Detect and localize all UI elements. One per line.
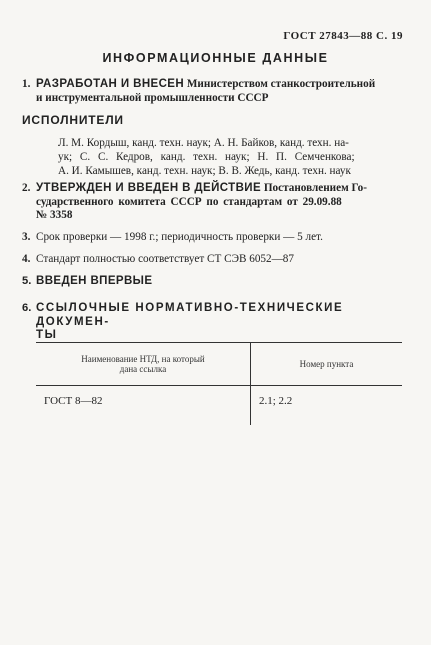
section-compliance-text: Стандарт полностью соответствует СТ СЭВ 6052—87 bbox=[36, 253, 294, 265]
executors-heading: ИСПОЛНИТЕЛИ bbox=[22, 113, 124, 127]
section-approved-text: Постановлением Го- bbox=[263, 182, 367, 194]
section-number: 4. bbox=[22, 253, 31, 265]
executors-list bbox=[58, 136, 404, 178]
section-developed-lead: РАЗРАБОТАН И ВНЕСЕН bbox=[36, 78, 185, 90]
section-developed-text: Министерством станкостроительной bbox=[186, 78, 376, 90]
section-references-line1: ССЫЛОЧНЫЕ НОРМАТИВНО-ТЕХНИЧЕСКИЕ ДОКУМЕН- bbox=[36, 302, 344, 328]
section-approved-line2: сударственного комитета СССР по стандартам от 29.09.88 bbox=[36, 195, 342, 208]
section-approved bbox=[22, 182, 408, 223]
table-cell-clause: 2.1; 2.2 bbox=[259, 395, 293, 407]
section-number: 3. bbox=[22, 231, 31, 243]
section-number: 5. bbox=[22, 275, 32, 287]
executors-line: А. И. Камышев, канд. техн. наук; В. В. Жедь, канд. техн. наук bbox=[58, 165, 351, 177]
executors-line: Л. М. Кордыш, канд. техн. наук; А. Н. Байков, канд. техн. на- bbox=[58, 137, 349, 149]
section-review bbox=[22, 231, 408, 245]
table-header-document bbox=[36, 343, 251, 386]
section-references-line2: ТЫ bbox=[36, 329, 58, 341]
section-developed bbox=[22, 78, 408, 105]
section-references bbox=[22, 302, 408, 343]
table-header-document-line: Наименование НТД, на который bbox=[81, 354, 205, 364]
section-compliance bbox=[22, 253, 408, 267]
section-approved-lead: УТВЕРЖДЕН И ВВЕДЕН В ДЕЙСТВИЕ bbox=[36, 182, 262, 194]
page-title: ИНФОРМАЦИОННЫЕ ДАННЫЕ bbox=[102, 51, 329, 65]
section-number: 6. bbox=[22, 302, 32, 314]
section-developed-line1 bbox=[36, 78, 408, 92]
table-row bbox=[36, 386, 402, 426]
section-approved-line3: № 3358 bbox=[36, 209, 73, 221]
section-developed-line2: и инструментальной промышленности СССР bbox=[36, 91, 269, 104]
page-header: ГОСТ 27843—88 С. 19 bbox=[283, 30, 403, 42]
references-table bbox=[36, 342, 402, 425]
table-header-document-line: дана ссылка bbox=[119, 364, 167, 374]
table-cell-document: ГОСТ 8—82 bbox=[36, 386, 251, 426]
section-number: 1. bbox=[22, 78, 31, 90]
table-header-row bbox=[36, 343, 402, 386]
section-approved-line1 bbox=[36, 182, 408, 196]
section-first-introduced bbox=[22, 275, 408, 289]
section-first-introduced-text: ВВЕДЕН ВПЕРВЫЕ bbox=[36, 275, 153, 287]
section-number: 2. bbox=[22, 182, 31, 194]
table-header-clause: Номер пункта bbox=[251, 343, 403, 386]
section-review-text: Срок проверки — 1998 г.; периодичность проверки — 5 лет. bbox=[36, 231, 323, 243]
executors-line: ук; С. С. Кедров, канд. техн. наук; Н. П. Семченкова; bbox=[58, 151, 355, 163]
